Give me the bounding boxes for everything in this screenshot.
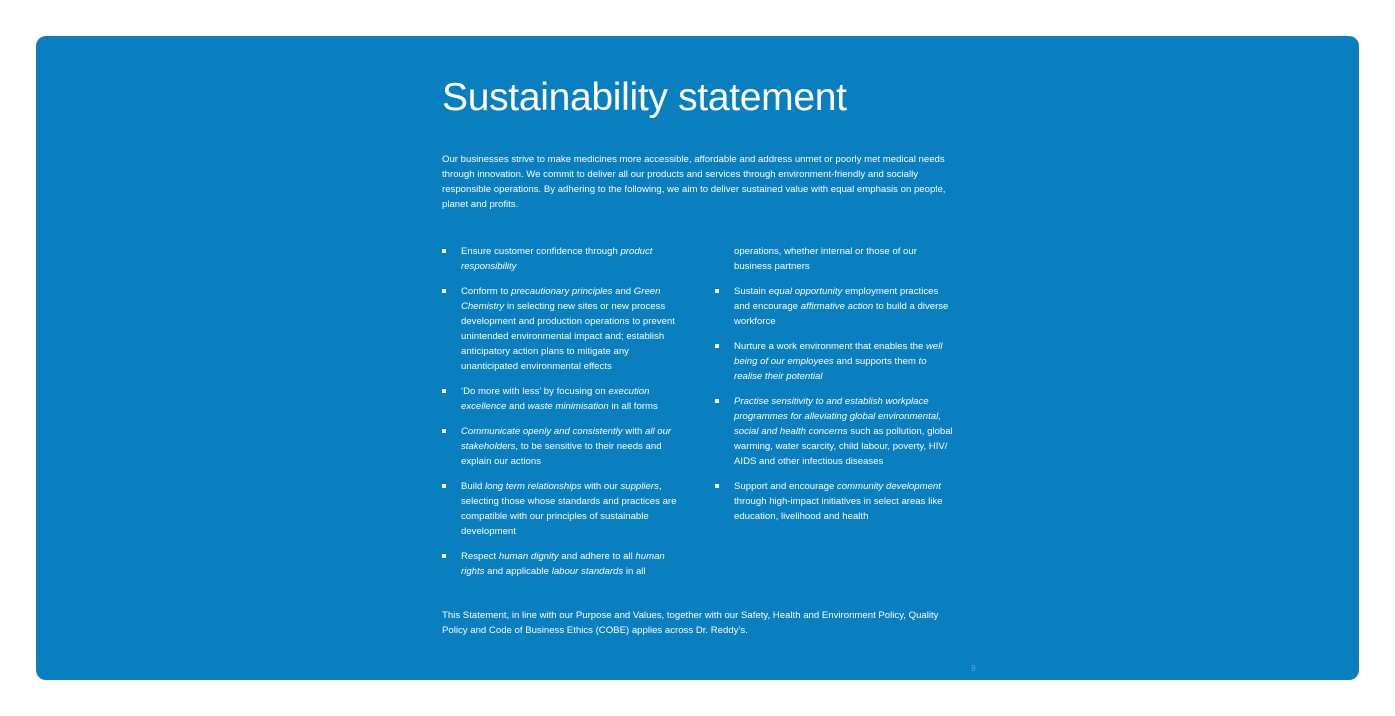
- bullet-icon: [442, 554, 446, 558]
- emphasis-text: Practise sensitivity to and establish workplace programmes for alleviating global environmental, social and health concerns: [734, 396, 941, 437]
- list-item: [715, 394, 955, 469]
- bullet-icon: [442, 429, 446, 433]
- item-text: in all: [623, 566, 646, 577]
- bullet-icon: [442, 249, 446, 253]
- bullet-icon: [442, 289, 446, 293]
- item-text: employment practices and encourage: [734, 286, 939, 312]
- item-text: such as pollution, global warming, water scarcity, child labour, poverty, HIV/ AIDS and other infectious diseases: [734, 426, 953, 467]
- bullet-icon: [442, 484, 446, 488]
- item-text: with our: [581, 481, 621, 492]
- item-text: and: [506, 401, 528, 412]
- list-item-continuation: operations, whether internal or those of our business partners: [734, 246, 917, 272]
- bullet-icon: [442, 389, 446, 393]
- bullet-icon: [715, 344, 719, 348]
- list-item: [442, 384, 682, 414]
- item-text: and supports them: [833, 356, 919, 367]
- emphasis-text: labour standards: [551, 566, 624, 577]
- closing-paragraph: This Statement, in line with our Purpose and Values, together with our Safety, Health and Environment Policy, Quality Policy and Code of Business Ethics (COBE) applies across Dr. Reddy’s.: [442, 610, 939, 636]
- bullet-icon: [715, 399, 719, 403]
- emphasis-text: precautionary principles: [511, 286, 613, 297]
- emphasis-text: product responsibility: [461, 246, 653, 272]
- bullet-icon: [715, 484, 719, 488]
- item-text: Conform to: [461, 286, 512, 297]
- list-item: [715, 339, 955, 384]
- item-text: Build: [461, 481, 485, 492]
- item-text: with: [622, 426, 645, 437]
- item-text: in selecting new sites or new process development and production operations to prevent unintended environmental impact and; establish anticipatory action plans to mitigate any unanticipated environmental effects: [461, 301, 675, 372]
- list-item: [442, 549, 682, 579]
- emphasis-text: to realise their potential: [734, 356, 927, 382]
- emphasis-text: human rights: [461, 551, 665, 577]
- item-text: , to be sensitive to their needs and explain our actions: [461, 441, 662, 467]
- item-text: Ensure customer confidence through: [461, 246, 621, 257]
- bullet-icon: [715, 289, 719, 293]
- item-text: , selecting those whose standards and practices are compatible with our principles of sustainable development: [461, 481, 677, 537]
- item-text: Nurture a work environment that enables the: [734, 341, 926, 352]
- statement-list-left: [442, 244, 682, 589]
- item-text: and: [612, 286, 634, 297]
- list-item: [715, 284, 955, 329]
- item-text: Respect: [461, 551, 499, 562]
- emphasis-text: Communicate openly and consistently: [461, 426, 623, 437]
- emphasis-text: waste minimisation: [527, 401, 609, 412]
- emphasis-text: well being of our employees: [734, 341, 943, 367]
- item-text: Sustain: [734, 286, 769, 297]
- emphasis-text: human dignity: [498, 551, 559, 562]
- statement-list-right: [715, 244, 955, 534]
- document-page: [36, 36, 1359, 680]
- item-text: Support and encourage: [734, 481, 837, 492]
- list-item: [715, 479, 955, 524]
- emphasis-text: suppliers: [620, 481, 659, 492]
- emphasis-text: equal opportunity: [768, 286, 843, 297]
- item-text: through high-impact initiatives in select areas like education, livelihood and health: [734, 496, 943, 522]
- emphasis-text: execution excellence: [461, 386, 650, 412]
- item-text: in all forms: [608, 401, 658, 412]
- emphasis-text: all our stakeholders: [461, 426, 672, 452]
- list-item: [442, 284, 682, 374]
- page-number: 9: [971, 663, 976, 673]
- list-item: [442, 244, 682, 274]
- emphasis-text: community development: [836, 481, 941, 492]
- intro-paragraph: Our businesses strive to make medicines more accessible, affordable and address unmet or poorly met medical needs through innovation. We commit to deliver all our products and services through environment-friendly and socially responsible operations. By adhering to the following, we aim to deliver sustained value with equal emphasis on people, planet and profits.: [442, 154, 946, 210]
- list-item: [442, 479, 682, 539]
- list-item: [442, 424, 682, 469]
- item-text: and applicable: [484, 566, 552, 577]
- emphasis-text: affirmative action: [800, 301, 874, 312]
- emphasis-text: Green Chemistry: [461, 286, 661, 312]
- emphasis-text: long term relationships: [485, 481, 582, 492]
- item-text: ‘Do more with less’ by focusing on: [461, 386, 609, 397]
- item-text: to build a diverse workforce: [734, 301, 949, 327]
- page-title: Sustainability statement: [442, 76, 847, 119]
- item-text: and adhere to all: [558, 551, 636, 562]
